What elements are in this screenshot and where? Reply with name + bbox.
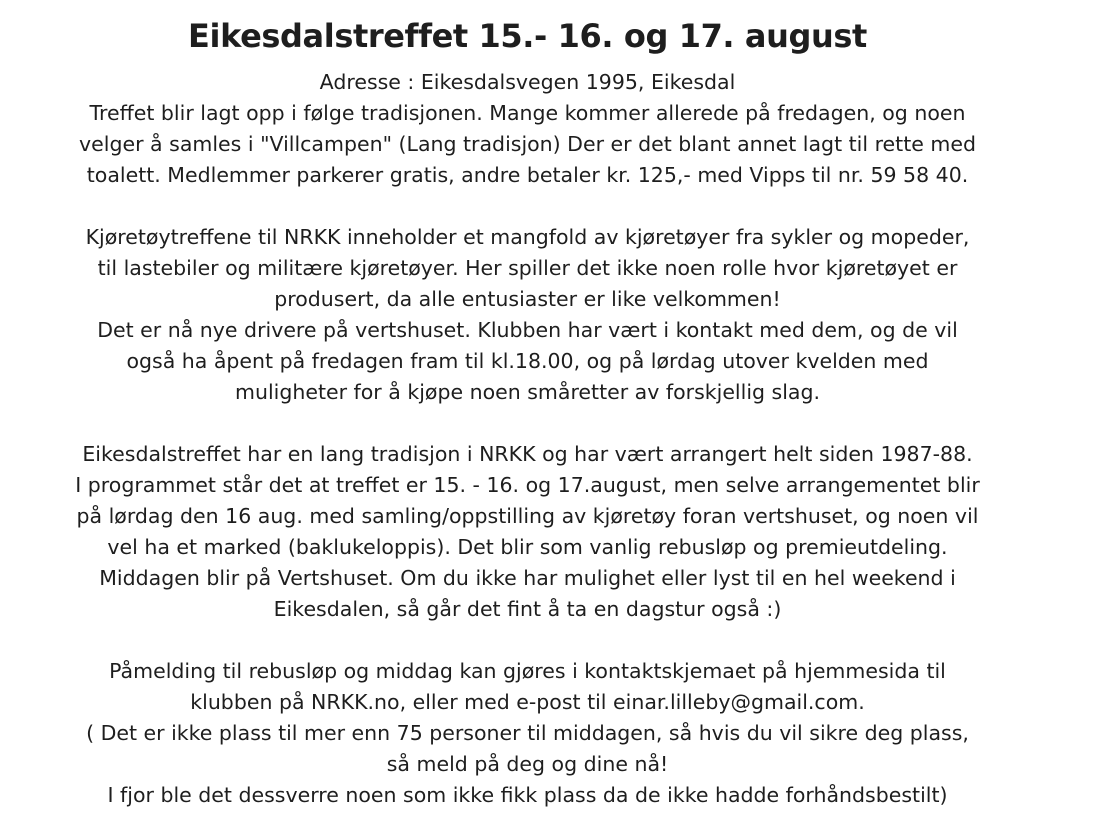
paragraph-gap	[0, 625, 1055, 656]
text-line: Påmelding til rebusløp og middag kan gjøres i kontaktskjemaet på hjemmesida til	[109, 659, 946, 683]
text-line: klubben på NRKK.no, eller med e-post til einar.lilleby@gmail.com.	[190, 690, 865, 714]
text-line: velger å samles i "Villcampen" (Lang tradisjon) Der er det blant annet lagt til rette med	[79, 132, 976, 156]
text-line: muligheter for å kjøpe noen småretter av forskjellig slag.	[234, 380, 821, 404]
text-line: Treffet blir lagt opp i følge tradisjonen. Mange kommer allerede på fredagen, og noen	[89, 101, 966, 125]
text-line: Det er nå nye drivere på vertshuset. Klubben har vært i kontakt med dem, og de vil	[97, 318, 958, 342]
text-line: Middagen blir på Vertshuset. Om du ikke har mulighet eller lyst til en hel weekend i	[99, 566, 956, 590]
paragraph-gap	[0, 408, 1055, 439]
text-line: Eikesdalstreffet har en lang tradisjon i NRKK og har vært arrangert helt siden 1987-88.	[82, 442, 973, 466]
text-line: så meld på deg og dine nå!	[386, 752, 669, 776]
text-line: på lørdag den 16 aug. med samling/oppstilling av kjøretøy foran vertshuset, og noen vil	[76, 504, 979, 528]
text-line: også ha åpent på fredagen fram til kl.18.00, og på lørdag utover kvelden med	[126, 349, 929, 373]
text-line: I fjor ble det dessverre noen som ikke fikk plass da de ikke hadde forhåndsbestilt)	[107, 783, 948, 807]
address-line: Adresse : Eikesdalsvegen 1995, Eikesdal	[319, 70, 736, 94]
text-line: I programmet står det at treffet er 15. - 16. og 17.august, men selve arrangementet blir	[75, 473, 980, 497]
text-line: produsert, da alle entusiaster er like velkommen!	[274, 287, 781, 311]
text-line: ( Det er ikke plass til mer enn 75 personer til middagen, så hvis du vil sikre deg plass,	[86, 721, 969, 745]
paragraph-vehicles	[0, 222, 1055, 408]
text-line: til lastebiler og militære kjøretøyer. Her spiller det ikke noen rolle hvor kjøretøyet er	[97, 256, 958, 280]
text-line: toalett. Medlemmer parkerer gratis, andre betaler kr. 125,- med Vipps til nr. 59 58 40.	[86, 163, 969, 187]
text-line: Eikesdalen, så går det fint å ta en dagstur også :)	[273, 597, 782, 621]
page-title: Eikesdalstreffet 15.- 16. og 17. august	[188, 17, 867, 55]
paragraph-registration	[0, 656, 1055, 811]
paragraph-address-info	[0, 67, 1055, 191]
text-line: Kjøretøytreffene til NRKK inneholder et mangfold av kjøretøyer fra sykler og mopeder,	[85, 225, 970, 249]
paragraph-tradition	[0, 439, 1055, 625]
text-line: vel ha et marked (baklukeloppis). Det blir som vanlig rebusløp og premieutdeling.	[107, 535, 948, 559]
paragraph-gap	[0, 191, 1055, 222]
